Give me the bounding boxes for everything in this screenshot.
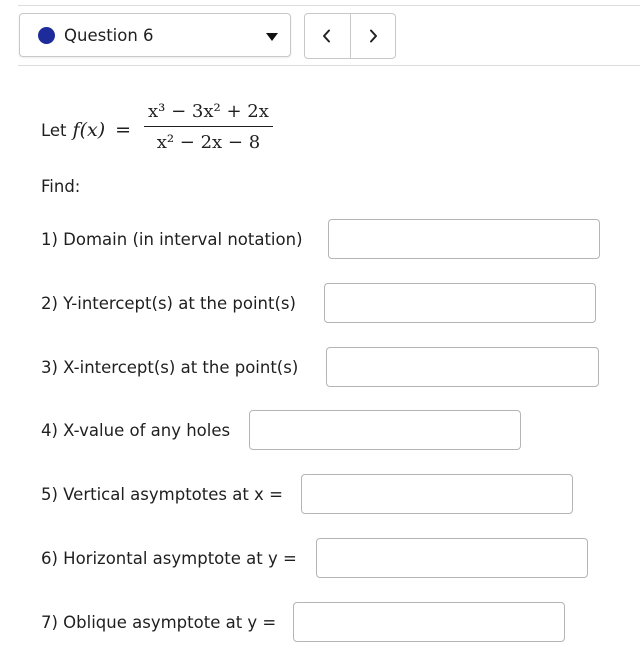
vertical-asymptotes-input[interactable] (301, 474, 573, 514)
question-row-y-intercept (41, 283, 296, 323)
let-label: Let (41, 120, 67, 140)
y-intercept-input[interactable] (324, 283, 596, 323)
top-divider (18, 5, 640, 6)
question-status-dot (38, 27, 55, 44)
question-label-oblique-asymptote: 7) Oblique asymptote at y = (41, 612, 277, 632)
horizontal-asymptote-input[interactable] (316, 538, 588, 578)
caret-down-icon (266, 33, 278, 41)
question-label-domain: 1) Domain (in interval notation) (41, 229, 303, 249)
next-question-button[interactable] (350, 14, 396, 58)
oblique-asymptote-input[interactable] (293, 602, 565, 642)
question-selector[interactable] (19, 13, 291, 57)
function-name: f(x) (72, 119, 106, 141)
chevron-right-icon (368, 29, 378, 43)
question-label-vertical-asymptotes: 5) Vertical asymptotes at x = (41, 484, 283, 504)
function-definition (41, 92, 273, 162)
denominator: x² − 2x − 8 (156, 132, 261, 154)
rational-function-fraction (144, 101, 273, 153)
header-divider (18, 65, 640, 66)
question-row-horizontal-asymptote (41, 538, 297, 578)
question-row-holes (41, 410, 230, 450)
question-label: Question 6 (64, 26, 154, 45)
question-row-vertical-asymptotes (41, 474, 283, 514)
equals-sign: = (115, 119, 132, 141)
find-label: Find: (41, 177, 81, 196)
numerator: x³ − 3x² + 2x (148, 100, 269, 122)
domain-input[interactable] (328, 219, 600, 259)
question-label-holes: 4) X-value of any holes (41, 420, 231, 440)
question-row-oblique-asymptote (41, 602, 276, 642)
x-intercept-input[interactable] (326, 347, 599, 387)
question-label-horizontal-asymptote: 6) Horizontal asymptote at y = (41, 548, 297, 568)
question-nav (304, 13, 396, 59)
previous-question-button[interactable] (305, 14, 350, 58)
question-label-x-intercept: 3) X-intercept(s) at the point(s) (41, 357, 299, 377)
question-label-y-intercept: 2) Y-intercept(s) at the point(s) (41, 293, 296, 313)
holes-input[interactable] (249, 410, 521, 450)
question-row-x-intercept (41, 347, 298, 387)
chevron-left-icon (322, 29, 332, 43)
question-row-domain (41, 219, 303, 259)
